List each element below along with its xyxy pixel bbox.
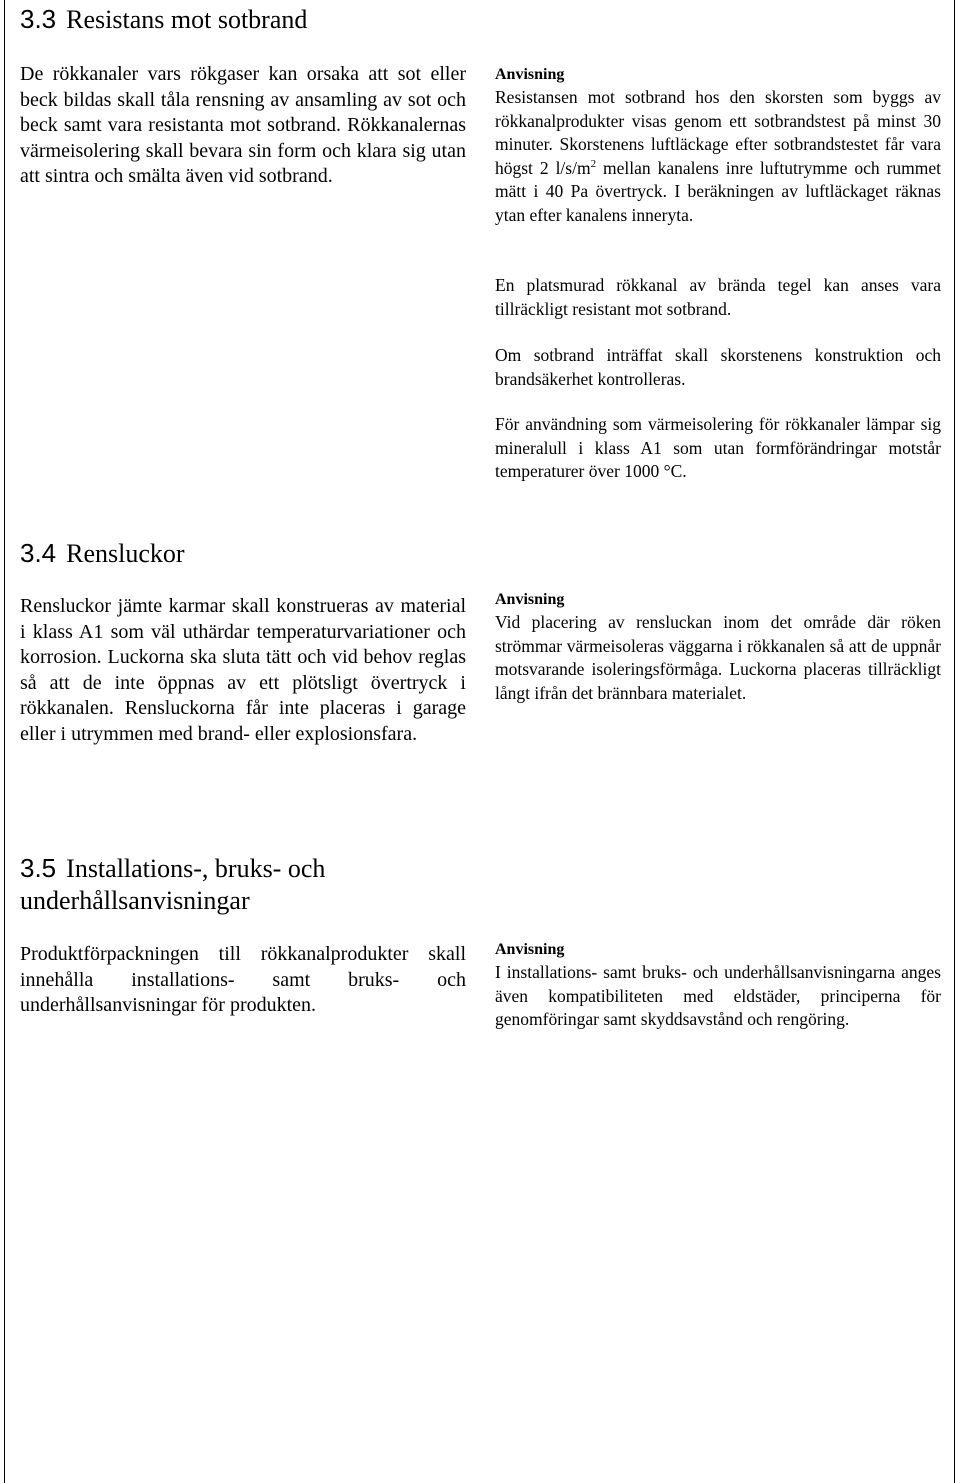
section-number: 3.4 <box>20 538 57 568</box>
section-heading-3-3 <box>20 3 307 36</box>
section-3-4-body: Rensluckor jämte karmar skall konstrueras av material i klass A1 som väl uthärdar temperaturvariationer och korrosion. Luckorna ska sluta tätt och vid behov reglas så att de inte öppnas av ett plötsligt övertryck i rökkanalen. Rensluckorna får inte placeras i garage eller i utrymmen med brand- eller explosionsfara. <box>20 595 466 745</box>
guidance-label: Anvisning <box>495 941 565 958</box>
guidance-label: Anvisning <box>495 66 565 83</box>
section-3-3-body: De rökkanaler vars rökgaser kan orsaka att sot eller beck bildas skall tåla rensning av ansamling av sot och beck samt vara resistanta mot sotbrand. Rökkanalernas värmeisolering skall bevara sin form och klara sig utan att sintra och smälta även vid sotbrand. <box>20 63 466 187</box>
section-3-3-guidance <box>495 64 941 227</box>
section-title: Resistans mot sotbrand <box>66 5 308 34</box>
guidance-text: I installations- samt bruks- och underhållsanvisningarna anges även kompatibiliteten med eldstäder, principerna för genomföringar samt skyddsavstånd och rengöring. <box>495 962 941 1029</box>
section-number: 3.5 <box>20 853 57 883</box>
section-3-4-guidance <box>495 589 941 705</box>
section-3-3-paragraph-1: En platsmurad rökkanal av brända tegel kan anses vara tillräckligt resistant mot sotbrand. <box>495 275 941 319</box>
section-3-5-body: Produktförpackningen till rökkanalprodukter skall innehålla installations- samt bruks- och underhållsanvisningar för produkten. <box>20 943 466 1016</box>
section-title: Rensluckor <box>66 539 185 568</box>
section-3-5-guidance <box>495 939 941 1032</box>
section-title: Installations-, bruks- och underhållsanvisningar <box>20 854 326 915</box>
guidance-label: Anvisning <box>495 591 565 608</box>
section-3-3-paragraph-2: Om sotbrand inträffat skall skorstenens konstruktion och brandsäkerhet kontrolleras. <box>495 345 941 389</box>
section-heading-3-5 <box>20 852 460 917</box>
guidance-text: Resistansen mot sotbrand hos den skorsten som byggs av rökkanalprodukter visas genom ett sotbrandstest på minst 30 minuter. Skorstenens luftläckage efter sotbrandstestet får vara högst 2 $l/s/m^2$ mellan kanalens inre luftutrymme och rummet mätt i 40 Pa övertryck. I beräkningen av luftläckaget räknas ytan efter kanalens inneryta. <box>495 87 941 225</box>
section-number: 3.3 <box>20 4 57 34</box>
section-heading-3-4 <box>20 537 185 570</box>
page-border-right <box>954 0 955 1483</box>
page-border-left <box>4 0 5 1483</box>
section-3-3-paragraph-3: För användning som värmeisolering för rökkanaler lämpar sig mineralull i klass A1 som utan formförändringar motstår temperaturer över 1000 °C. <box>495 414 941 481</box>
guidance-text: Vid placering av rensluckan inom det område där röken strömmar värmeisoleras väggarna i rökkanalen så att de uppnår motsvarande isoleringsförmåga. Luckorna placeras tillräckligt långt ifrån det brännbara materialet. <box>495 612 941 703</box>
